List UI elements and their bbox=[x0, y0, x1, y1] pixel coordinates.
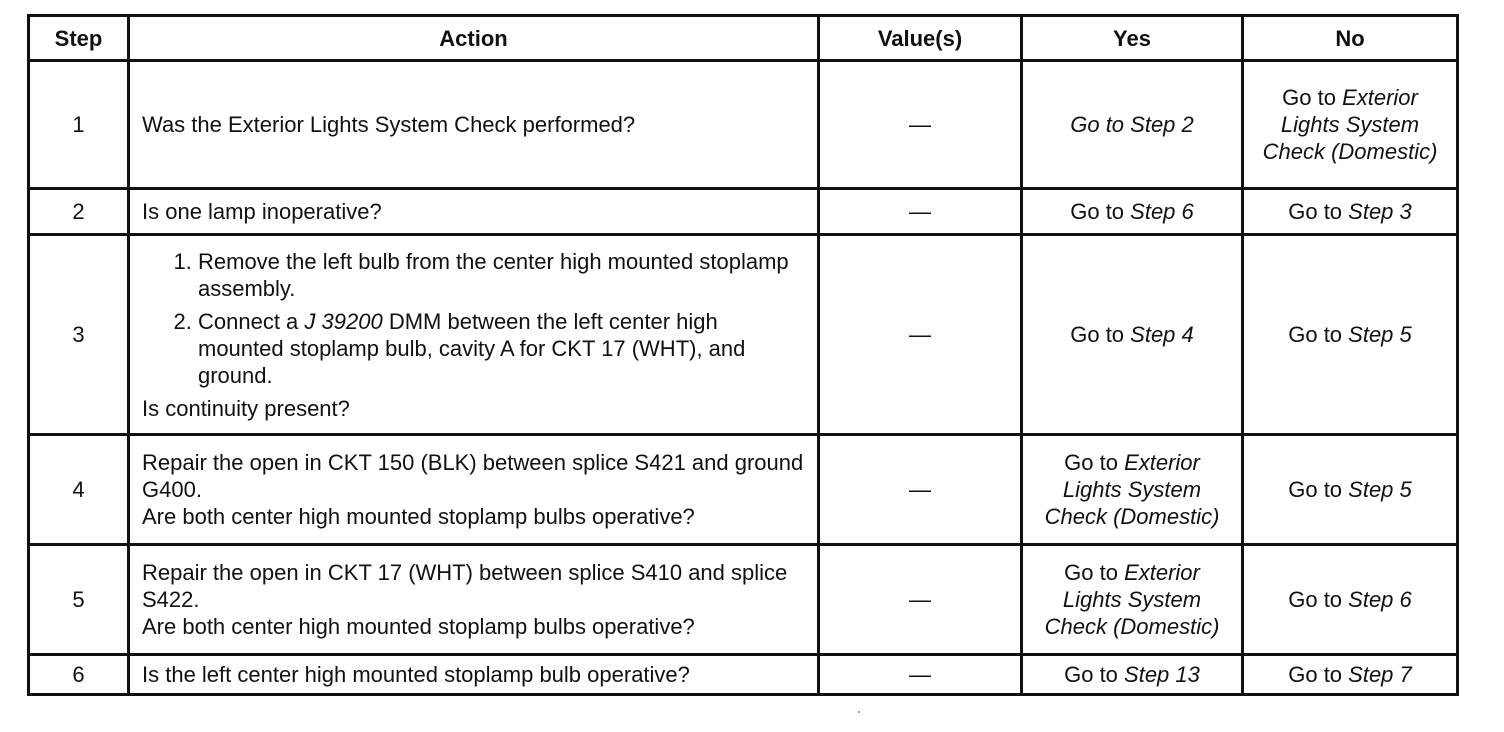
step-number: 3 bbox=[29, 235, 129, 435]
table-row bbox=[29, 655, 1458, 695]
value-cell: — bbox=[819, 435, 1022, 545]
header-yes: Yes bbox=[1022, 16, 1243, 61]
no-cell[interactable] bbox=[1243, 189, 1458, 235]
step-number: 4 bbox=[29, 435, 129, 545]
no-prefix: Go to bbox=[1282, 85, 1343, 110]
action-question: Is one lamp inoperative? bbox=[142, 199, 382, 224]
diagnostic-table bbox=[27, 14, 1459, 696]
yes-cell[interactable] bbox=[1022, 235, 1243, 435]
no-prefix: Go to bbox=[1288, 662, 1349, 687]
header-action: Action bbox=[129, 16, 819, 61]
substep-text: Remove the left bulb from the center high mounted stoplamp assembly. bbox=[198, 248, 789, 301]
tool-reference: J 39200 bbox=[304, 308, 383, 334]
action-cell bbox=[129, 435, 819, 545]
value-cell: — bbox=[819, 61, 1022, 189]
action-cell bbox=[129, 61, 819, 189]
no-cell[interactable] bbox=[1243, 435, 1458, 545]
no-link[interactable]: Step 5 bbox=[1348, 477, 1412, 502]
value-cell: — bbox=[819, 655, 1022, 695]
yes-cell[interactable] bbox=[1022, 435, 1243, 545]
action-cell bbox=[129, 545, 819, 655]
substep-item bbox=[198, 248, 805, 302]
value-cell: — bbox=[819, 235, 1022, 435]
action-question: Was the Exterior Lights System Check performed? bbox=[142, 112, 636, 137]
yes-prefix: Go to bbox=[1064, 662, 1125, 687]
scan-speck bbox=[858, 711, 860, 713]
table-row bbox=[29, 545, 1458, 655]
yes-link[interactable]: Exterior Lights System Check (Domestic) bbox=[1044, 560, 1220, 639]
action-question: Is continuity present? bbox=[142, 395, 350, 421]
substep-text-post: DMM between the left center high mounted stoplamp bulb, cavity A for CKT 17 (WHT), and ground. bbox=[198, 308, 746, 388]
yes-link[interactable]: Exterior Lights System Check (Domestic) bbox=[1044, 450, 1220, 529]
yes-link[interactable]: Step 13 bbox=[1124, 662, 1200, 687]
no-prefix: Go to bbox=[1288, 199, 1349, 224]
action-instruction: Repair the open in CKT 17 (WHT) between splice S410 and splice S422. bbox=[142, 560, 788, 612]
yes-cell[interactable] bbox=[1022, 189, 1243, 235]
no-link[interactable]: Step 6 bbox=[1348, 587, 1412, 612]
table-row bbox=[29, 189, 1458, 235]
no-cell[interactable] bbox=[1243, 655, 1458, 695]
action-cell bbox=[129, 235, 819, 435]
table-row bbox=[29, 61, 1458, 189]
no-cell[interactable] bbox=[1243, 61, 1458, 189]
value-cell: — bbox=[819, 189, 1022, 235]
step-number: 2 bbox=[29, 189, 129, 235]
no-cell[interactable] bbox=[1243, 235, 1458, 435]
action-question: Is the left center high mounted stoplamp bulb operative? bbox=[142, 662, 690, 687]
yes-prefix: Go to bbox=[1064, 560, 1125, 585]
yes-cell[interactable] bbox=[1022, 655, 1243, 695]
no-link[interactable]: Exterior Lights System Check (Domestic) bbox=[1262, 85, 1438, 164]
substep-item bbox=[198, 308, 805, 389]
no-link[interactable]: Step 3 bbox=[1348, 199, 1412, 224]
header-row bbox=[29, 16, 1458, 61]
step-number: 1 bbox=[29, 61, 129, 189]
substep-list bbox=[142, 248, 805, 389]
yes-prefix: Go to bbox=[1070, 322, 1131, 347]
table-row bbox=[29, 235, 1458, 435]
yes-link[interactable]: Step 6 bbox=[1130, 199, 1194, 224]
step-number: 5 bbox=[29, 545, 129, 655]
action-instruction: Repair the open in CKT 150 (BLK) between splice S421 and ground G400. bbox=[142, 450, 804, 502]
action-question: Are both center high mounted stoplamp bulbs operative? bbox=[142, 614, 695, 639]
action-question: Are both center high mounted stoplamp bulbs operative? bbox=[142, 504, 695, 529]
action-cell bbox=[129, 189, 819, 235]
no-link[interactable]: Step 5 bbox=[1348, 322, 1412, 347]
yes-cell[interactable] bbox=[1022, 61, 1243, 189]
header-values: Value(s) bbox=[819, 16, 1022, 61]
no-cell[interactable] bbox=[1243, 545, 1458, 655]
substep-text-pre: Connect a bbox=[198, 308, 305, 334]
table-row bbox=[29, 435, 1458, 545]
yes-link[interactable]: Go to Step 2 bbox=[1070, 112, 1194, 137]
yes-link[interactable]: Step 4 bbox=[1130, 322, 1194, 347]
yes-prefix: Go to bbox=[1070, 199, 1131, 224]
no-prefix: Go to bbox=[1288, 477, 1349, 502]
step-number: 6 bbox=[29, 655, 129, 695]
action-cell bbox=[129, 655, 819, 695]
header-step: Step bbox=[29, 16, 129, 61]
no-prefix: Go to bbox=[1288, 587, 1349, 612]
no-prefix: Go to bbox=[1288, 322, 1349, 347]
yes-cell[interactable] bbox=[1022, 545, 1243, 655]
value-cell: — bbox=[819, 545, 1022, 655]
yes-prefix: Go to bbox=[1064, 450, 1125, 475]
no-link[interactable]: Step 7 bbox=[1348, 662, 1412, 687]
header-no: No bbox=[1243, 16, 1458, 61]
